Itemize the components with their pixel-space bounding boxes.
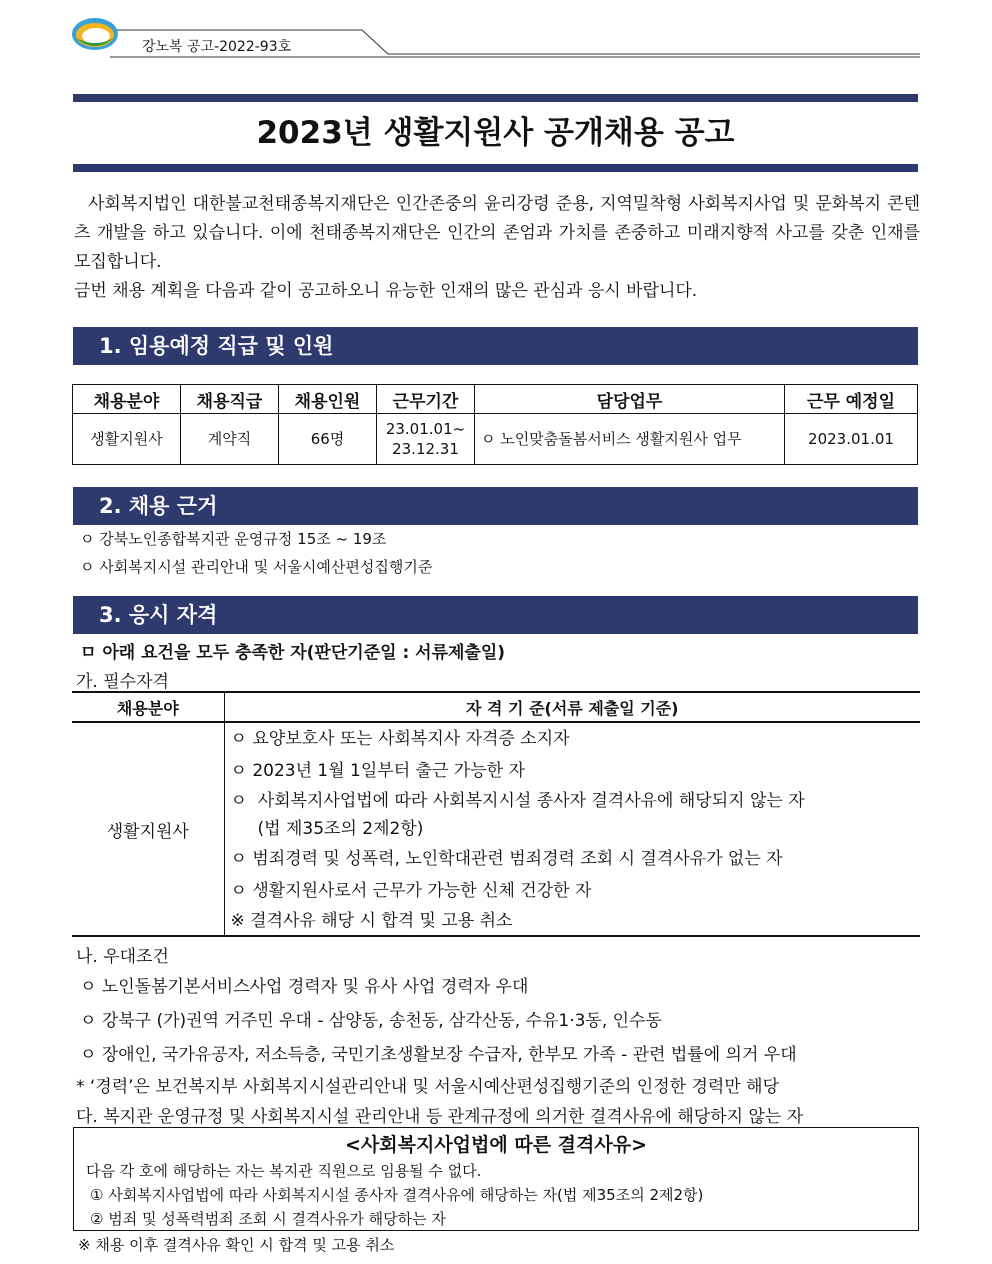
- intro-paragraph-1: 사회복지법인 대한불교천태종복지재단은 인간존중의 윤리강령 준용, 지역밀착형 사회복지사업 및 문화복지 콘텐츠 개발을 하고 있습니다. 이에 천태종복지재단은 인간의 존엄과 가치를 존중하고 미래지향적 사고를 갖춘 인재를 모집합니다.: [74, 194, 920, 272]
- cell-field: 생활지원사: [73, 414, 181, 465]
- box-body: [74, 1159, 918, 1231]
- list-item: ㅇ 장애인, 국가유공자, 저소득층, 국민기초생활보장 수급자, 한부모 가족 - 관련 법률에 의거 우대: [80, 1045, 797, 1065]
- box-title: <사회복지사업법에 따른 결격사유>: [344, 1134, 648, 1156]
- cell-duty: ㅇ 노인맞춤돌봄서비스 생활지원사 업무: [475, 414, 785, 465]
- page-title: 2023년 생활지원사 공개채용 공고: [256, 115, 735, 151]
- document-header: [70, 14, 920, 60]
- requirement-item: ㅇ 2023년 1월 1일부터 출근 가능한 자: [230, 761, 525, 781]
- requirement-item: ㅇ 사회복지사업법에 따라 사회복지시설 종사자 결격사유에 해당되지 않는 자: [230, 791, 805, 811]
- header-field: 채용분야: [72, 692, 224, 722]
- preferred-label: 나. 우대조건: [76, 947, 169, 967]
- header-period: 근무기간: [377, 385, 475, 414]
- requirement-item: ㅇ 요양보호사 또는 사회복지사 자격증 소지자: [230, 729, 570, 749]
- requirement-item: (법 제35조의 2제2항): [230, 819, 424, 839]
- cell-count: 66명: [279, 414, 377, 465]
- list-item: ㅇ 강북구 (가)권역 거주민 우대 - 삼양동, 송천동, 삼각산동, 수유1·3동, 인수동: [80, 1011, 662, 1031]
- table-row: [73, 414, 918, 465]
- section-1-header: 1. 임용예정 직급 및 인원: [73, 327, 918, 365]
- preferred-list: [80, 970, 797, 1072]
- table-header-row: [73, 385, 918, 414]
- table-header-row: [72, 692, 920, 722]
- header-criteria: 자 격 기 준(서류 제출일 기준): [224, 692, 920, 722]
- cell-requirements: [224, 722, 920, 936]
- list-item: ㅇ 사회복지시설 관리안내 및 서울시예산편성집행기준: [80, 558, 433, 576]
- cell-start-date: 2023.01.01: [785, 414, 918, 465]
- list-item: ㅇ 강북노인종합복지관 운영규정 15조 ~ 19조: [80, 530, 387, 548]
- section-2-header: 2. 채용 근거: [73, 487, 918, 525]
- career-note: * ‘경력’은 보건복지부 사회복지시설관리안내 및 서울시예산편성집행기준의 인정한 경력만 해당: [76, 1077, 779, 1097]
- title-bottom-bar: [73, 164, 918, 172]
- title-block: [73, 94, 918, 172]
- intro-text: [74, 190, 920, 306]
- list-item: ② 범죄 및 성폭력범죄 조회 시 결격사유가 해당하는 자: [90, 1210, 446, 1228]
- header-count: 채용인원: [279, 385, 377, 414]
- final-note: ※ 채용 이후 결격사유 확인 시 합격 및 고용 취소: [78, 1236, 395, 1254]
- cell-field: 생활지원사: [72, 722, 224, 936]
- criteria-heading: ㅁ 아래 요건을 모두 충족한 자(판단기준일 : 서류제출일): [80, 643, 506, 663]
- required-label: 가. 필수자격: [76, 672, 169, 692]
- requirement-item: ㅇ 생활지원사로서 근무가 가능한 신체 건강한 자: [230, 881, 592, 901]
- requirement-item: ※ 결격사유 해당 시 합격 및 고용 취소: [230, 911, 513, 931]
- header-field: 채용분야: [73, 385, 181, 414]
- list-item: ① 사회복지사업법에 따라 사회복지시설 종사자 결격사유에 해당하는 자(법 제35조의 2제2항): [90, 1186, 704, 1204]
- requirement-item: ㅇ 범죄경력 및 성폭력, 노인학대관련 범죄경력 조회 시 결격사유가 없는 자: [230, 849, 783, 869]
- disqualification-box: [73, 1127, 919, 1231]
- section-3-header: 3. 응시 자격: [73, 596, 918, 634]
- header-start-date: 근무 예정일: [785, 385, 918, 414]
- basis-list: [80, 525, 432, 581]
- cell-grade: 계약직: [181, 414, 279, 465]
- intro-paragraph-2: 금번 채용 계획을 다음과 같이 공고하오니 유능한 인재의 많은 관심과 응시 바랍니다.: [74, 281, 698, 301]
- qualification-table: [72, 691, 920, 937]
- organization-logo-icon: [70, 14, 120, 54]
- cell-period: [377, 414, 475, 465]
- title-top-bar: [73, 94, 918, 102]
- disqualification-label: 다. 복지관 운영규정 및 사회복지시설 관리안내 등 관계규정에 의거한 결격사유에 해당하지 않는 자: [76, 1107, 804, 1127]
- positions-table: [72, 384, 918, 465]
- notice-number: 강노복 공고-2022-93호: [142, 39, 292, 55]
- period-end: 23.12.31: [392, 440, 459, 458]
- list-item: ㅇ 노인돌봄기본서비스사업 경력자 및 유사 사업 경력자 우대: [80, 977, 529, 997]
- header-duty: 담당업무: [475, 385, 785, 414]
- header-grade: 채용직급: [181, 385, 279, 414]
- box-intro: 다음 각 호에 해당하는 자는 복지관 직원으로 임용될 수 없다.: [86, 1162, 482, 1180]
- table-row: [72, 722, 920, 936]
- period-start: 23.01.01~: [385, 420, 466, 438]
